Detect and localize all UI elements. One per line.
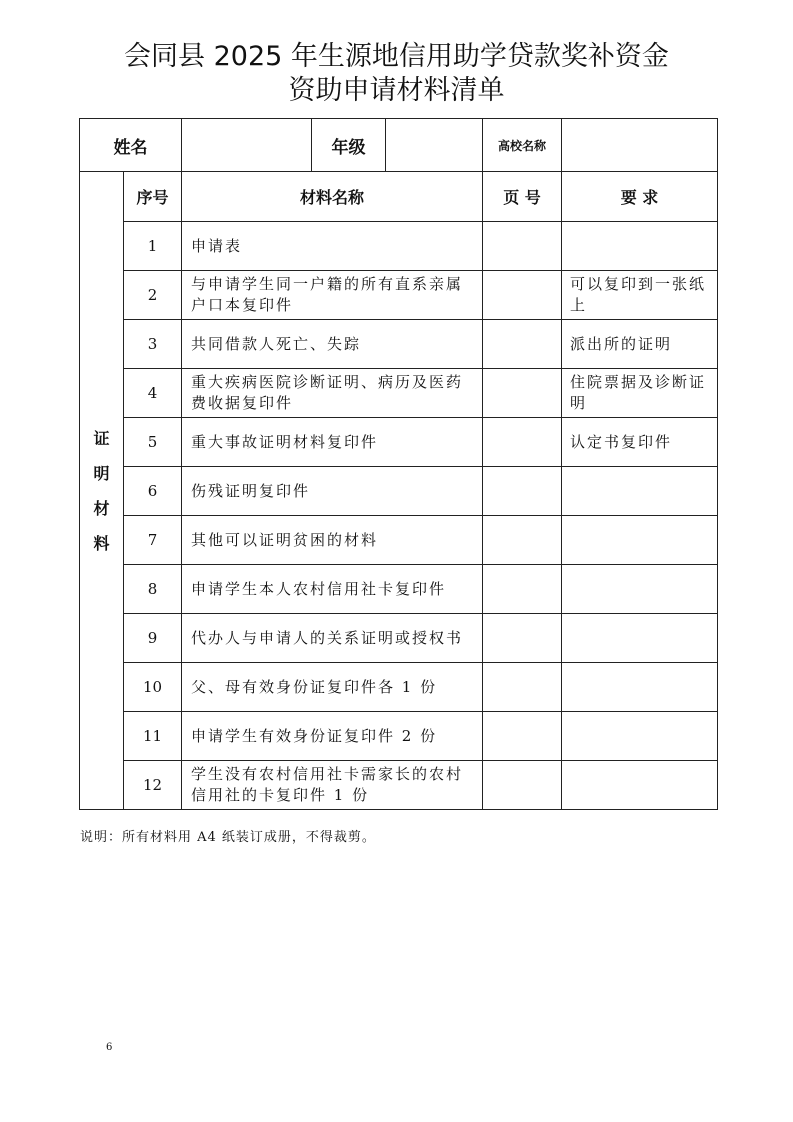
page-number: 6 <box>106 1042 113 1053</box>
requirement: 住院票据及诊断证明 <box>562 369 718 418</box>
school-value-cell <box>562 119 718 172</box>
material-name: 学生没有农村信用社卡需家长的农村信用社的卡复印件 1 份 <box>182 761 483 810</box>
material-name: 申请学生本人农村信用社卡复印件 <box>182 565 483 614</box>
requirement <box>562 663 718 712</box>
side-label-char: 明 <box>93 463 110 483</box>
page-cell <box>483 271 562 320</box>
requirement <box>562 761 718 810</box>
table-row <box>80 712 718 761</box>
grade-value-cell <box>386 119 483 172</box>
name-value-cell <box>182 119 312 172</box>
table-row <box>80 516 718 565</box>
table-row <box>80 222 718 271</box>
page-cell <box>483 761 562 810</box>
column-header-page: 页 号 <box>483 172 562 222</box>
row-number: 7 <box>124 516 182 565</box>
school-label: 高校名称 <box>483 119 562 172</box>
requirement <box>562 222 718 271</box>
material-name: 重大疾病医院诊断证明、病历及医药费收据复印件 <box>182 369 483 418</box>
column-header-seq: 序号 <box>124 172 182 222</box>
page-cell <box>483 369 562 418</box>
requirement <box>562 712 718 761</box>
row-number: 3 <box>124 320 182 369</box>
page-cell <box>483 712 562 761</box>
requirement <box>562 614 718 663</box>
table-row <box>80 565 718 614</box>
page-cell <box>483 418 562 467</box>
name-label: 姓名 <box>80 119 182 172</box>
table-row <box>80 663 718 712</box>
row-number: 4 <box>124 369 182 418</box>
material-name: 其他可以证明贫困的材料 <box>182 516 483 565</box>
requirement <box>562 565 718 614</box>
requirement <box>562 467 718 516</box>
page-cell <box>483 467 562 516</box>
document-title-line1: 会同县 2025 年生源地信用助学贷款奖补资金 <box>124 41 669 72</box>
column-header-material: 材料名称 <box>182 172 483 222</box>
table-row <box>80 467 718 516</box>
page-cell <box>483 565 562 614</box>
requirement: 认定书复印件 <box>562 418 718 467</box>
row-number: 12 <box>124 761 182 810</box>
column-header-requirement: 要 求 <box>562 172 718 222</box>
row-number: 1 <box>124 222 182 271</box>
material-name: 共同借款人死亡、失踪 <box>182 320 483 369</box>
requirement: 可以复印到一张纸上 <box>562 271 718 320</box>
material-name: 代办人与申请人的关系证明或授权书 <box>182 614 483 663</box>
page-cell <box>483 320 562 369</box>
column-header-row <box>80 172 718 222</box>
page-cell <box>483 222 562 271</box>
material-name: 重大事故证明材料复印件 <box>182 418 483 467</box>
page-cell <box>483 614 562 663</box>
side-label-char: 料 <box>93 533 110 553</box>
row-number: 8 <box>124 565 182 614</box>
table-row <box>80 418 718 467</box>
grade-label: 年级 <box>312 119 386 172</box>
material-name: 申请学生有效身份证复印件 2 份 <box>182 712 483 761</box>
table-row <box>80 614 718 663</box>
row-number: 5 <box>124 418 182 467</box>
side-label-proof-materials <box>80 172 124 810</box>
page-cell <box>483 663 562 712</box>
material-name: 申请表 <box>182 222 483 271</box>
material-name: 伤残证明复印件 <box>182 467 483 516</box>
table-row <box>80 320 718 369</box>
table-row <box>80 271 718 320</box>
side-label-char: 证 <box>93 428 110 448</box>
page-cell <box>483 516 562 565</box>
side-label-char: 材 <box>93 498 110 518</box>
table-row <box>80 761 718 810</box>
row-number: 10 <box>124 663 182 712</box>
row-number: 6 <box>124 467 182 516</box>
materials-table <box>79 118 718 810</box>
row-number: 11 <box>124 712 182 761</box>
row-number: 9 <box>124 614 182 663</box>
material-name: 父、母有效身份证复印件各 1 份 <box>182 663 483 712</box>
row-number: 2 <box>124 271 182 320</box>
requirement: 派出所的证明 <box>562 320 718 369</box>
requirement <box>562 516 718 565</box>
material-name: 与申请学生同一户籍的所有直系亲属户口本复印件 <box>182 271 483 320</box>
applicant-header-row <box>80 119 718 172</box>
footnote: 说明：所有材料用 A4 纸装订成册，不得裁剪。 <box>80 830 376 845</box>
document-title-line2: 资助申请材料清单 <box>288 75 505 106</box>
table-row <box>80 369 718 418</box>
